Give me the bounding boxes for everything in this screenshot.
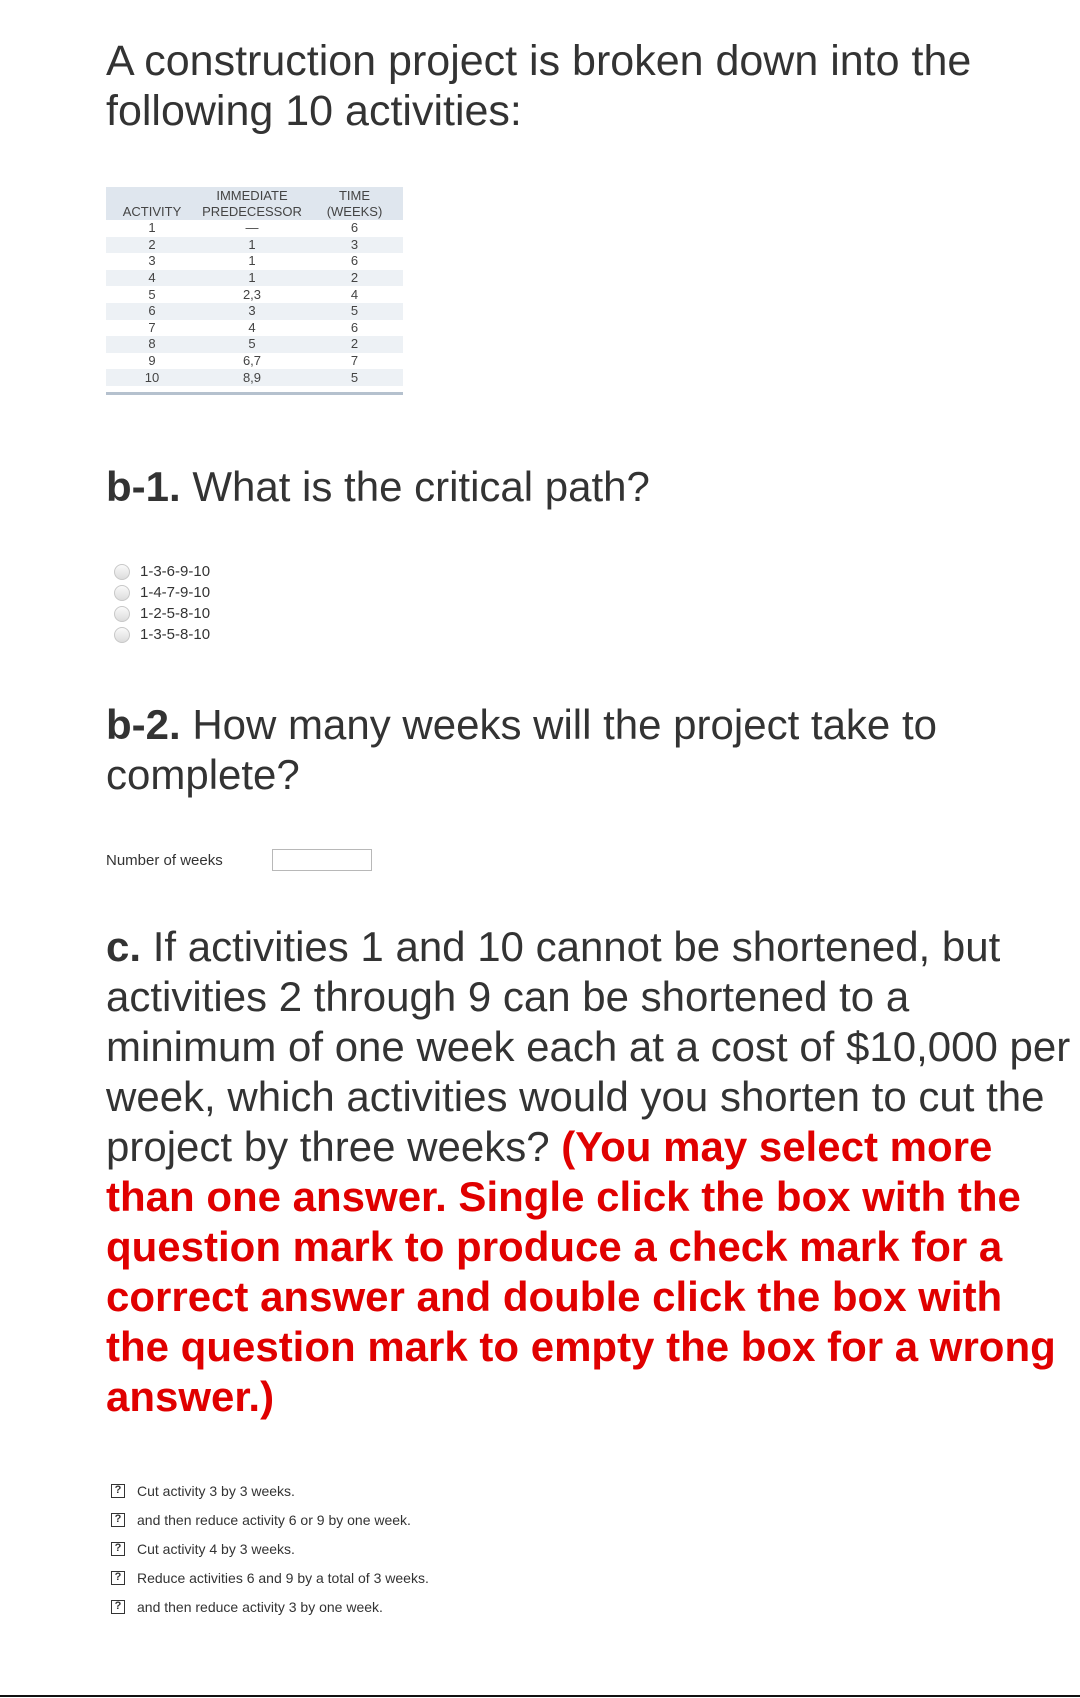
question-mark-checkbox[interactable]: ? bbox=[111, 1542, 125, 1556]
question-b2 bbox=[106, 700, 1006, 800]
shorten-activity-options bbox=[111, 1476, 429, 1621]
check-option-label: Cut activity 3 by 3 weeks. bbox=[137, 1482, 295, 1499]
radio-label[interactable]: 1-4-7-9-10 bbox=[140, 584, 211, 601]
question-mark-checkbox[interactable]: ? bbox=[111, 1600, 125, 1614]
radio-button[interactable] bbox=[114, 606, 130, 622]
check-option-label: Cut activity 4 by 3 weeks. bbox=[137, 1540, 295, 1557]
bottom-divider bbox=[0, 1695, 1080, 1697]
activity-cell: 10 bbox=[106, 369, 198, 386]
time-cell: 4 bbox=[350, 286, 359, 302]
table-row bbox=[106, 369, 403, 386]
question-b1-text: What is the critical path? bbox=[192, 463, 650, 510]
check-option-label: and then reduce activity 3 by one week. bbox=[137, 1598, 383, 1615]
question-b2-text: How many weeks will the project take to complete? bbox=[106, 701, 937, 798]
time-cell: 6 bbox=[350, 319, 359, 335]
predecessor-cell: 1 bbox=[248, 253, 256, 269]
question-mark-checkbox[interactable]: ? bbox=[111, 1513, 125, 1527]
table-row bbox=[106, 270, 403, 287]
question-b1 bbox=[106, 462, 650, 512]
table-row bbox=[106, 220, 403, 237]
question-mark-checkbox[interactable]: ? bbox=[111, 1484, 125, 1498]
predecessor-cell: — bbox=[245, 220, 259, 236]
time-cell: 5 bbox=[306, 303, 403, 320]
question-b1-label: b-1. bbox=[106, 463, 181, 510]
radio-option[interactable] bbox=[114, 582, 210, 603]
activity-table bbox=[106, 187, 403, 386]
predecessor-cell: 8,9 bbox=[198, 369, 306, 386]
check-option[interactable] bbox=[111, 1534, 429, 1563]
check-option[interactable] bbox=[111, 1592, 429, 1621]
radio-option[interactable] bbox=[114, 561, 210, 582]
check-option[interactable] bbox=[111, 1505, 429, 1534]
time-cell: 6 bbox=[350, 220, 359, 236]
table-header-row bbox=[106, 187, 403, 220]
radio-button[interactable] bbox=[114, 585, 130, 601]
activity-cell: 4 bbox=[106, 270, 198, 287]
number-of-weeks-input[interactable] bbox=[272, 849, 372, 871]
table-row bbox=[106, 303, 403, 320]
predecessor-cell: 6,7 bbox=[242, 353, 262, 369]
predecessor-cell: 1 bbox=[198, 237, 306, 254]
radio-label[interactable]: 1-2-5-8-10 bbox=[140, 605, 211, 622]
question-c bbox=[106, 922, 1071, 1422]
activity-cell: 9 bbox=[148, 353, 156, 369]
check-option-label: Reduce activities 6 and 9 by a total of 3 weeks. bbox=[137, 1569, 429, 1586]
time-cell: 2 bbox=[306, 270, 403, 287]
question-b2-label: b-2. bbox=[106, 701, 181, 748]
radio-label[interactable]: 1-3-5-8-10 bbox=[140, 626, 211, 643]
activity-cell: 3 bbox=[148, 253, 156, 269]
activity-cell: 8 bbox=[106, 336, 198, 353]
question-c-instructions: (You may select more than one answer. Single click the box with the question mark to produce a check mark for a correct answer and double click the box with the question mark to empty the box for a wrong answer.) bbox=[106, 1123, 1056, 1420]
radio-button[interactable] bbox=[114, 564, 130, 580]
header-predecessor: IMMEDIATE PREDECESSOR bbox=[198, 187, 306, 220]
table-row bbox=[106, 286, 403, 303]
activity-cell: 5 bbox=[148, 286, 156, 302]
activity-cell: 1 bbox=[148, 220, 156, 236]
time-cell: 2 bbox=[306, 336, 403, 353]
intro-text: A construction project is broken down into the following 10 activities: bbox=[106, 37, 972, 135]
table-row bbox=[106, 237, 403, 254]
radio-button[interactable] bbox=[114, 627, 130, 643]
question-c-label: c. bbox=[106, 923, 142, 970]
time-cell: 7 bbox=[350, 353, 359, 369]
question-mark-checkbox[interactable]: ? bbox=[111, 1571, 125, 1585]
header-activity: ACTIVITY bbox=[106, 187, 198, 220]
question-c-text: If activities 1 and 10 cannot be shortened, but activities 2 through 9 can be shortened to a minimum of one week each at a cost of $10,000 per week, which activities would you shorten to cut the project by three weeks? bbox=[106, 923, 1071, 1170]
number-of-weeks-label: Number of weeks bbox=[106, 852, 223, 869]
check-option-label: and then reduce activity 6 or 9 by one week. bbox=[137, 1511, 411, 1528]
time-cell: 6 bbox=[350, 253, 359, 269]
table-row bbox=[106, 253, 403, 270]
activity-table-container bbox=[106, 187, 403, 395]
radio-option[interactable] bbox=[114, 624, 210, 645]
check-option[interactable] bbox=[111, 1476, 429, 1505]
activity-cell: 6 bbox=[106, 303, 198, 320]
table-row bbox=[106, 353, 403, 370]
activity-cell: 2 bbox=[106, 237, 198, 254]
radio-option[interactable] bbox=[114, 603, 210, 624]
time-cell: 3 bbox=[306, 237, 403, 254]
predecessor-cell: 5 bbox=[198, 336, 306, 353]
header-time: TIME (WEEKS) bbox=[306, 187, 403, 220]
check-option[interactable] bbox=[111, 1563, 429, 1592]
predecessor-cell: 4 bbox=[248, 319, 256, 335]
critical-path-options bbox=[114, 561, 210, 645]
predecessor-cell: 3 bbox=[198, 303, 306, 320]
predecessor-cell: 2,3 bbox=[242, 286, 262, 302]
radio-label[interactable]: 1-3-6-9-10 bbox=[140, 563, 211, 580]
activity-cell: 7 bbox=[148, 319, 156, 335]
time-cell: 5 bbox=[306, 369, 403, 386]
predecessor-cell: 1 bbox=[198, 270, 306, 287]
table-row bbox=[106, 320, 403, 337]
table-bottom-border bbox=[106, 386, 403, 395]
table-row bbox=[106, 336, 403, 353]
